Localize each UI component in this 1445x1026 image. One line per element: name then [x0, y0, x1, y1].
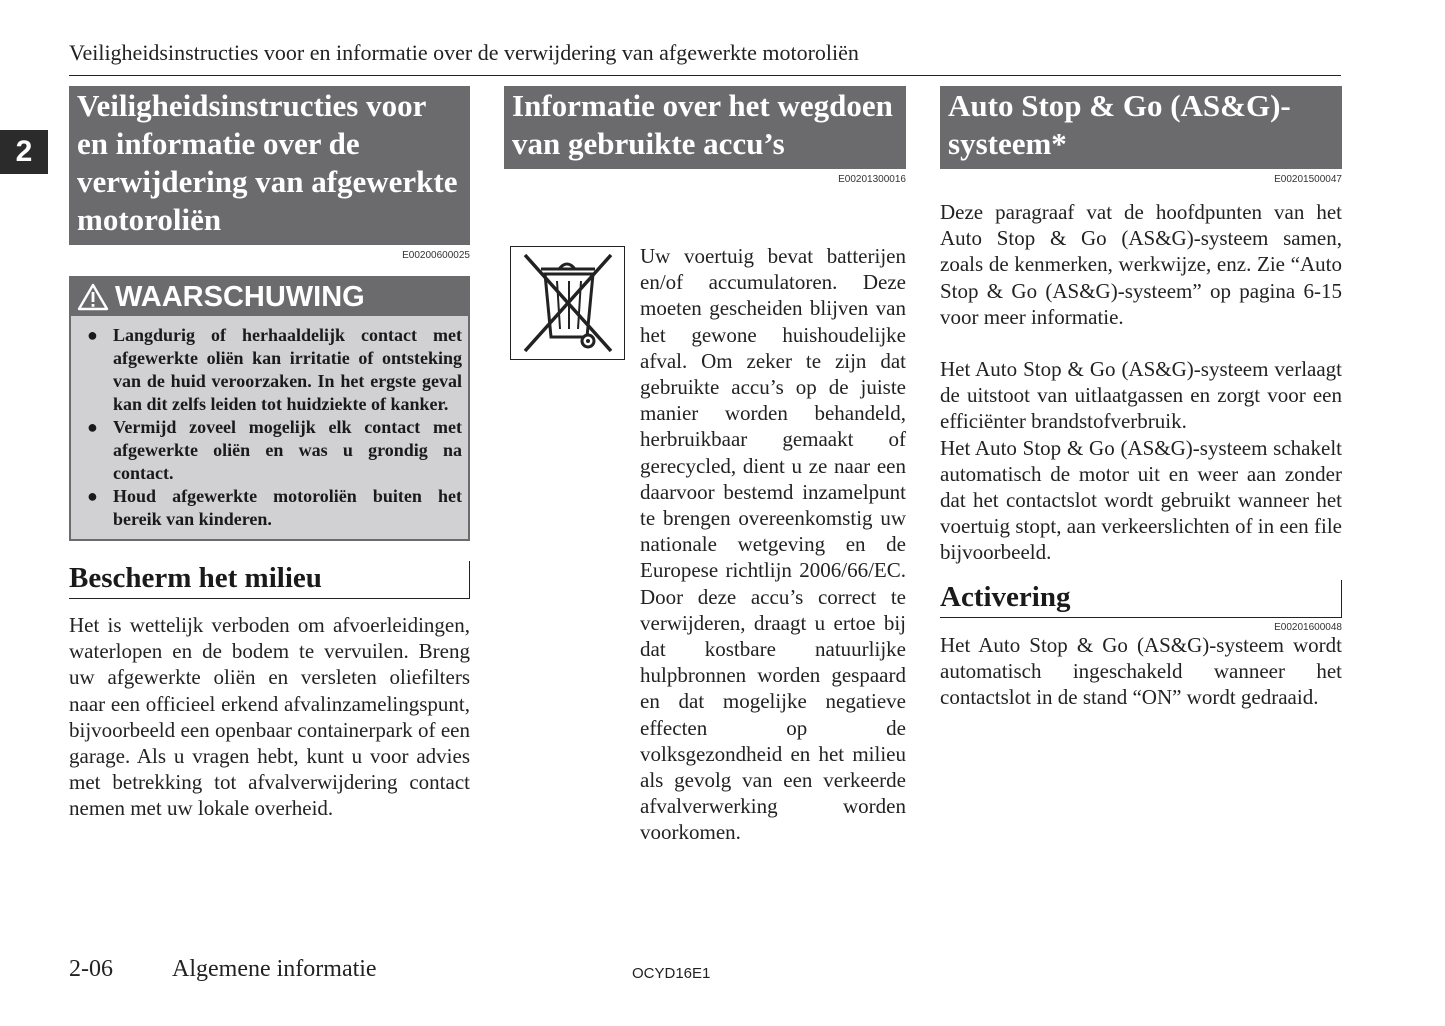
warning-title-text: WAARSCHUWING [115, 281, 365, 313]
section-code-oil: E00200600025 [402, 250, 470, 261]
footer-page-number: 2-06 [69, 956, 113, 982]
bullet-icon: ● [87, 486, 98, 506]
footer-section-title: Algemene informatie [172, 956, 377, 982]
subheading-environment: Bescherm het milieu [69, 561, 470, 599]
warning-box [69, 276, 470, 541]
warning-item [87, 485, 462, 531]
warning-item-text: Houd afgewerkte motoroliën buiten het bereik van kinderen. [113, 486, 462, 529]
bullet-icon: ● [87, 417, 98, 437]
bullet-icon: ● [87, 325, 98, 345]
paragraph-activation: Het Auto Stop & Go (AS&G)-systeem wordt automatisch ingeschakeld wanneer het contactslot in de stand “ON” wordt gedraaid. [940, 632, 1342, 710]
column-oil-safety [69, 86, 470, 822]
warning-item-text: Vermijd zoveel mogelijk elk contact met afgewerkte oliën en was u grondig na contact. [113, 417, 462, 483]
paragraph-battery: Uw voertuig bevat batterijen en/of accumulatoren. Deze moeten gescheiden blijven van het gewone huishoudelijke afval. Om zeker te zijn dat gebruikte accu’s op de juiste manier worden behandeld, herbruikbaar gemaakt of gerecycled, dient u ze naar een daarvoor bestemd inzamelpunt te brengen overeenkomstig uw nationale wetgeving en de Europese richtlijn 2006/66/EC. Door deze accu’s correct te verwijderen, draagt u ertoe bij dat kostbare natuurlijke hulpbronnen worden gespaard en dat mogelijke negatieve effecten op de volksgezondheid en het milieu als gevolg van een verkeerde afvalverwerking worden voorkomen. [640, 244, 906, 845]
warning-triangle-icon [77, 283, 109, 311]
section-heading-battery: Informatie over het wegdoen van gebruikte accu’s [504, 86, 906, 169]
warning-item [87, 416, 462, 485]
section-heading-oil: Veiligheidsinstructies voor en informatie over de verwijdering van afgewerkte motoroliën [69, 86, 470, 245]
footer-doc-code: OCYD16E1 [632, 965, 711, 982]
chapter-tab: 2 [0, 130, 48, 174]
paragraph-asg-function: Het Auto Stop & Go (AS&G)-systeem schakelt automatisch de motor uit en weer aan zonder dat het contactslot wordt gebruikt wanneer het voertuig stopt, aan verkeerslichten of in een file bijvoorbeeld. [940, 435, 1342, 565]
subheading-activation: Activering [940, 580, 1342, 618]
paragraph-asg-intro: Deze paragraaf vat de hoofdpunten van het Auto Stop & Go (AS&G)-systeem samen, zoals de kenmerken, werkwijze, enz. Zie “Auto Stop & Go (AS&G)-systeem” op pagina 6-15 voor meer informatie. [940, 200, 1342, 329]
paragraph-asg-emissions: Het Auto Stop & Go (AS&G)-systeem verlaagt de uitstoot van uitlaatgassen en zorgt voor een efficiënter brandstofverbruik. [940, 357, 1342, 434]
warning-body [71, 316, 468, 539]
section-code-activation: E00201600048 [1274, 621, 1342, 633]
column-battery-disposal [504, 86, 906, 845]
section-code-asg: E00201500047 [1274, 174, 1342, 185]
section-heading-asg: Auto Stop & Go (AS&G)-systeem* [940, 86, 1342, 169]
warning-item [87, 324, 462, 416]
warning-title [71, 278, 468, 316]
paragraph-environment: Het is wettelijk verboden om afvoerleidingen, waterlopen en de bodem te vervuilen. Breng uw afgewerkte oliën en versleten oliefilters naar een officieel erkend afvalinzamelingspunt, bijvoorbeeld een openbaar containerpark of een garage. Als u vragen hebt, kunt u voor advies met betrekking tot afvalverwijdering contact nemen met uw lokale overheid. [69, 613, 470, 821]
column-auto-stop-go [940, 86, 1342, 710]
running-header: Veiligheidsinstructies voor en informatie over de verwijdering van afgewerkte motoroliën [69, 38, 1341, 76]
crossed-out-wheelie-bin-icon [510, 246, 625, 360]
section-code-battery: E00201300016 [838, 174, 906, 185]
warning-item-text: Langdurig of herhaaldelijk contact met afgewerkte oliën kan irritatie of ontsteking van de huid veroorzaken. In het ergste geval kan dit zelfs leiden tot huidziekte of kanker. [113, 325, 462, 414]
battery-text-block [640, 243, 906, 846]
